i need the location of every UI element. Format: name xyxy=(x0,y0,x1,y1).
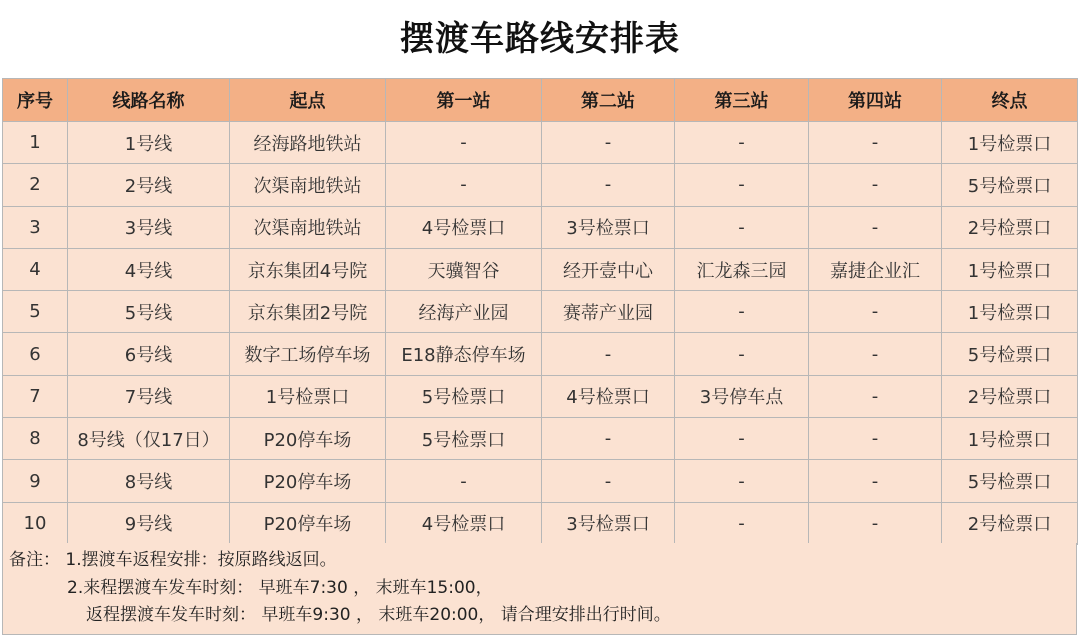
cell-stop-4: - xyxy=(809,375,942,417)
cell-stop-2: 3号检票口 xyxy=(542,206,675,248)
cell-end: 5号检票口 xyxy=(942,333,1078,375)
route-table xyxy=(2,78,1078,545)
cell-stop-1: 天骥智谷 xyxy=(386,248,542,290)
table-row xyxy=(3,502,1078,544)
cell-route-name: 8号线（仅17日） xyxy=(68,418,230,460)
cell-stop-1: 4号检票口 xyxy=(386,206,542,248)
cell-end: 5号检票口 xyxy=(942,164,1078,206)
cell-stop-4: - xyxy=(809,418,942,460)
cell-stop-2: - xyxy=(542,418,675,460)
cell-stop-3: 汇龙森三园 xyxy=(675,248,809,290)
cell-stop-4: - xyxy=(809,291,942,333)
note-line-3: 返程摆渡车发车时刻： 早班车9:30 ， 末班车20:00， 请合理安排出行时间。 xyxy=(86,605,671,625)
cell-route-name: 1号线 xyxy=(68,122,230,164)
cell-stop-2: - xyxy=(542,333,675,375)
note-line-1: 备注： 1.摆渡车返程安排：按原路线返回。 xyxy=(9,550,337,570)
cell-stop-4: - xyxy=(809,206,942,248)
cell-start: 数字工场停车场 xyxy=(230,333,386,375)
cell-stop-4: - xyxy=(809,502,942,544)
cell-end: 5号检票口 xyxy=(942,460,1078,502)
header-index: 序号 xyxy=(3,79,68,122)
cell-stop-2: 4号检票口 xyxy=(542,375,675,417)
cell-stop-1: - xyxy=(386,460,542,502)
table-row xyxy=(3,164,1078,206)
cell-end: 1号检票口 xyxy=(942,248,1078,290)
header-stop-2: 第二站 xyxy=(542,79,675,122)
cell-stop-2: - xyxy=(542,460,675,502)
table-row xyxy=(3,248,1078,290)
cell-start: 京东集团2号院 xyxy=(230,291,386,333)
cell-end: 2号检票口 xyxy=(942,502,1078,544)
cell-start: 1号检票口 xyxy=(230,375,386,417)
cell-route-name: 8号线 xyxy=(68,460,230,502)
cell-index: 9 xyxy=(3,460,68,502)
cell-index: 5 xyxy=(3,291,68,333)
header-row xyxy=(3,79,1078,122)
cell-stop-3: - xyxy=(675,333,809,375)
cell-stop-4: 嘉捷企业汇 xyxy=(809,248,942,290)
cell-route-name: 7号线 xyxy=(68,375,230,417)
header-end: 终点 xyxy=(942,79,1078,122)
cell-end: 2号检票口 xyxy=(942,206,1078,248)
cell-stop-1: 4号检票口 xyxy=(386,502,542,544)
cell-stop-2: - xyxy=(542,122,675,164)
cell-end: 1号检票口 xyxy=(942,418,1078,460)
cell-stop-4: - xyxy=(809,164,942,206)
table-row xyxy=(3,291,1078,333)
cell-start: P20停车场 xyxy=(230,502,386,544)
cell-start: 次渠南地铁站 xyxy=(230,164,386,206)
cell-start: 经海路地铁站 xyxy=(230,122,386,164)
table-row xyxy=(3,206,1078,248)
cell-index: 2 xyxy=(3,164,68,206)
cell-stop-1: - xyxy=(386,164,542,206)
cell-stop-4: - xyxy=(809,122,942,164)
cell-stop-1: 经海产业园 xyxy=(386,291,542,333)
cell-route-name: 3号线 xyxy=(68,206,230,248)
header-start: 起点 xyxy=(230,79,386,122)
cell-index: 7 xyxy=(3,375,68,417)
cell-index: 4 xyxy=(3,248,68,290)
cell-stop-2: 3号检票口 xyxy=(542,502,675,544)
table-row xyxy=(3,333,1078,375)
note-line-2: 2.来程摆渡车发车时刻： 早班车7:30 ， 末班车15:00， xyxy=(67,578,493,598)
cell-index: 10 xyxy=(3,502,68,544)
cell-index: 1 xyxy=(3,122,68,164)
cell-index: 6 xyxy=(3,333,68,375)
cell-index: 8 xyxy=(3,418,68,460)
cell-stop-2: - xyxy=(542,164,675,206)
cell-end: 2号检票口 xyxy=(942,375,1078,417)
cell-route-name: 5号线 xyxy=(68,291,230,333)
cell-stop-3: - xyxy=(675,291,809,333)
header-stop-4: 第四站 xyxy=(809,79,942,122)
cell-start: 次渠南地铁站 xyxy=(230,206,386,248)
cell-index: 3 xyxy=(3,206,68,248)
header-route-name: 线路名称 xyxy=(68,79,230,122)
cell-start: P20停车场 xyxy=(230,418,386,460)
page-title: 摆渡车路线安排表 xyxy=(400,19,680,59)
cell-route-name: 6号线 xyxy=(68,333,230,375)
cell-route-name: 2号线 xyxy=(68,164,230,206)
cell-stop-3: - xyxy=(675,502,809,544)
cell-route-name: 4号线 xyxy=(68,248,230,290)
cell-end: 1号检票口 xyxy=(942,291,1078,333)
header-stop-1: 第一站 xyxy=(386,79,542,122)
cell-stop-3: - xyxy=(675,418,809,460)
cell-stop-4: - xyxy=(809,460,942,502)
cell-route-name: 9号线 xyxy=(68,502,230,544)
table-row xyxy=(3,460,1078,502)
header-stop-3: 第三站 xyxy=(675,79,809,122)
cell-stop-3: - xyxy=(675,460,809,502)
cell-stop-4: - xyxy=(809,333,942,375)
cell-stop-1: E18静态停车场 xyxy=(386,333,542,375)
table-row xyxy=(3,418,1078,460)
table-row xyxy=(3,122,1078,164)
table-row xyxy=(3,375,1078,417)
cell-stop-3: - xyxy=(675,164,809,206)
cell-stop-3: - xyxy=(675,206,809,248)
cell-stop-2: 赛蒂产业园 xyxy=(542,291,675,333)
cell-start: P20停车场 xyxy=(230,460,386,502)
notes-section xyxy=(2,543,1077,635)
cell-stop-1: - xyxy=(386,122,542,164)
cell-stop-2: 经开壹中心 xyxy=(542,248,675,290)
cell-stop-3: 3号停车点 xyxy=(675,375,809,417)
cell-stop-3: - xyxy=(675,122,809,164)
cell-start: 京东集团4号院 xyxy=(230,248,386,290)
cell-stop-1: 5号检票口 xyxy=(386,375,542,417)
cell-end: 1号检票口 xyxy=(942,122,1078,164)
cell-stop-1: 5号检票口 xyxy=(386,418,542,460)
